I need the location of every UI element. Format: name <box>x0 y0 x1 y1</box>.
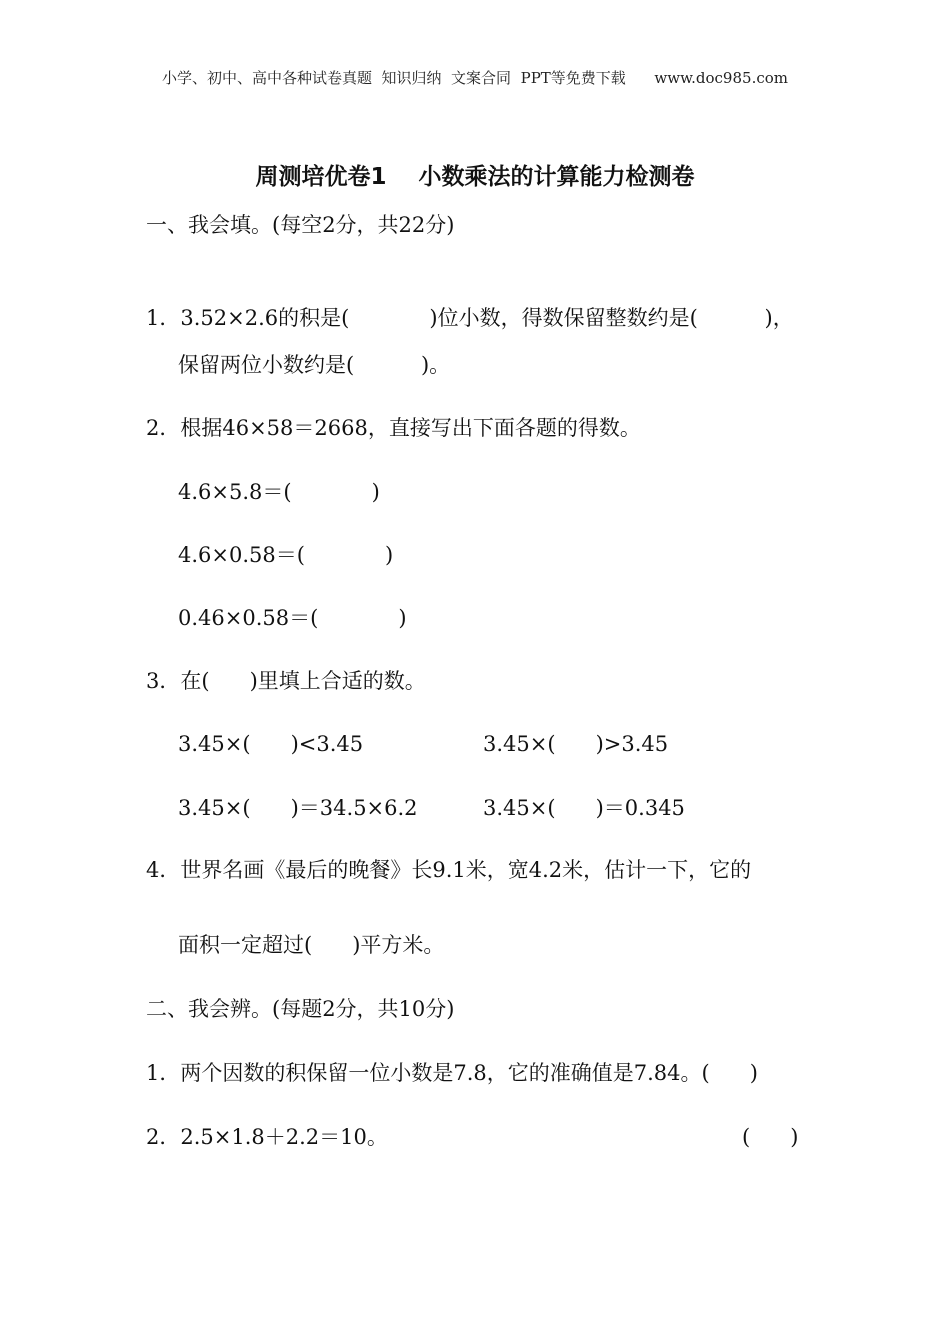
question-2-1: 1．两个因数的积保留一位小数是7.8，它的准确值是7.84。( ) <box>146 1061 758 1085</box>
question-1-3-row-1-right: 3.45×( )>3.45 <box>483 732 669 756</box>
section-2-heading: 二、我会辨。(每题2分，共10分) <box>146 997 455 1021</box>
question-1-3-row-2-left: 3.45×( )＝34.5×6.2 <box>178 796 418 820</box>
question-1-3-row-1-left: 3.45×( )<3.45 <box>178 732 364 756</box>
question-1-4-line-1: 4．世界名画《最后的晚餐》长9.1米，宽4.2米，估计一下，它的 <box>146 858 752 882</box>
question-1-2-stem: 2．根据46×58＝2668，直接写出下面各题的得数。 <box>146 416 641 440</box>
question-1-1-line-1: 1．3.52×2.6的积是( )位小数，得数保留整数约是( )， <box>146 306 794 330</box>
question-1-2-item-2: 4.6×0.58＝( ) <box>178 543 394 567</box>
question-1-2-item-3: 0.46×0.58＝( ) <box>178 606 407 630</box>
question-1-3-stem: 3．在( )里填上合适的数。 <box>146 669 426 693</box>
section-1-heading: 一、我会填。(每空2分，共22分) <box>146 213 455 237</box>
question-1-2-item-1: 4.6×5.8＝( ) <box>178 480 380 504</box>
question-2-2-answer-bracket: ( ) <box>742 1125 799 1149</box>
question-1-1-line-2: 保留两位小数约是( )。 <box>178 353 451 377</box>
page-header-banner: 小学、初中、高中各种试卷真题 知识归纳 文案合同 PPT等免费下载 www.doc985.com <box>161 69 788 87</box>
question-1-3-row-2-right: 3.45×( )＝0.345 <box>483 796 685 820</box>
page-title: 周测培优卷1 小数乘法的计算能力检测卷 <box>255 164 695 190</box>
question-1-4-line-2: 面积一定超过( )平方米。 <box>178 933 445 957</box>
question-2-2: 2．2.5×1.8＋2.2＝10。 <box>146 1125 388 1149</box>
